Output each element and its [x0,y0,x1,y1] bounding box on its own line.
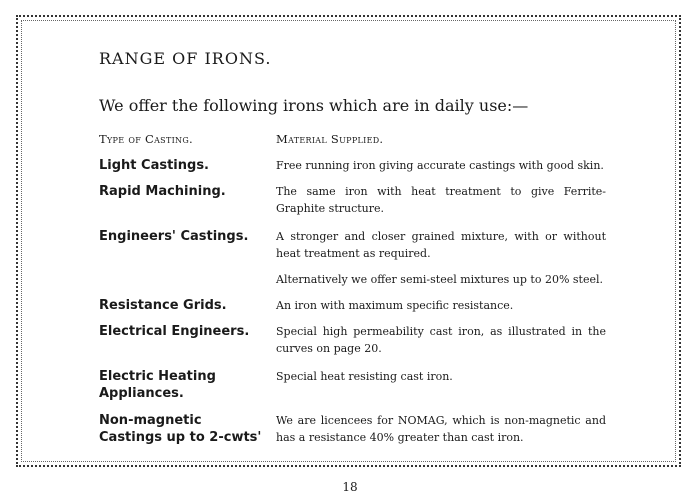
casting-type: Engineers' Castings. [99,229,249,244]
material-description: The same iron with heat treatment to give Ferrite-Graphite structure. [276,185,606,215]
casting-type: Electric Heating Appliances. [99,369,216,401]
page-number: 18 [342,480,358,494]
material-description: An iron with maximum specific resistance. [276,299,514,312]
casting-type: Light Castings. [99,158,209,173]
material-description: Special high permeability cast iron, as illustrated in the curves on page 20. [276,325,606,355]
casting-type: Resistance Grids. [99,298,227,313]
material-description: Free running iron giving accurate castings with good skin. [276,159,604,172]
casting-type: Electrical Engineers. [99,324,250,339]
material-description: A stronger and closer grained mixture, with or without heat treatment as required. [276,230,606,260]
material-description: Special heat resisting cast iron. [276,370,453,383]
casting-type: Non-magnetic Castings up to 2-cwts' [99,413,262,445]
page-title: RANGE OF IRONS. [99,49,272,68]
column-header-material: Material Supplied. [276,132,384,146]
material-description: We are licencees for NOMAG, which is non-magnetic and has a resistance 40% greater than cast iron. [276,414,606,444]
column-header-type: Type of Casting. [99,132,193,146]
casting-type: Rapid Machining. [99,184,226,199]
material-description: Alternatively we offer semi-steel mixtures up to 20% steel. [276,273,604,286]
intro-text: We offer the following irons which are in daily use:— [99,96,529,115]
